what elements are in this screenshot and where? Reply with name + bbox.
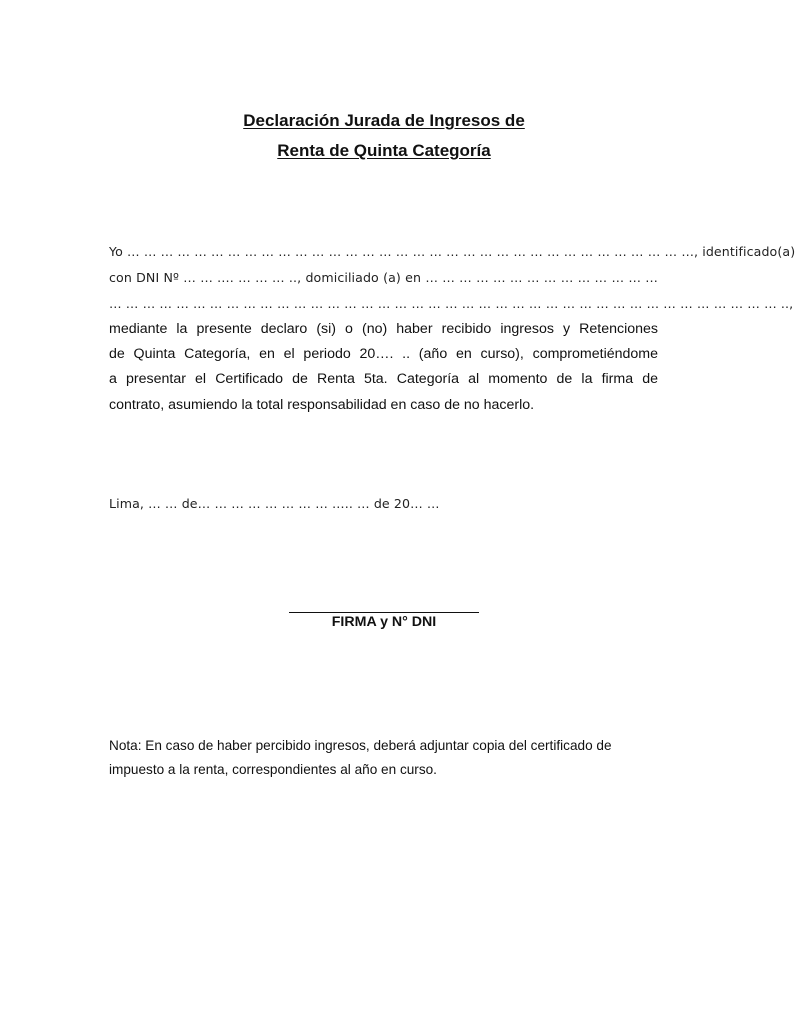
document-title-line-2: Renta de Quinta Categoría [277,141,491,160]
body-line-period: de Quinta Categoría, en el periodo 20…. .. (año en curso), comprometiéndome [109,346,658,362]
body-line-dni-address: con DNI Nº … … .… … … … .., domiciliado (a) en … … … … … … … … … … … … … … [109,270,658,285]
note-line-2: impuesto a la renta, correspondientes al año en curso. [109,762,437,777]
document-title-line-1: Declaración Jurada de Ingresos de [243,111,525,130]
note-line-1: Nota: En caso de haber percibido ingresos, deberá adjuntar copia del certificado de [109,738,612,753]
signature-line [289,612,479,613]
signature-label: FIRMA y N° DNI [331,614,437,630]
body-line-responsibility: contrato, asumiendo la total responsabilidad en caso de no hacerlo. [109,397,535,413]
body-line-certificate: a presentar el Certificado de Renta 5ta. Categoría al momento de la firma de [109,371,658,387]
place-date-line: Lima, … … de… … … … … … … … ….. … de 20… … [109,496,440,511]
body-line-name: Yo … … … … … … … … … … … … … … … … … … … … … … … … … … … … … … … … … …, identificado(a) [109,244,795,259]
body-line-declaration: mediante la presente declaro (si) o (no) haber recibido ingresos y Retenciones [109,321,658,337]
body-line-address-continued: … … … … … … … … … … … … … … … … … … … … … … … … … … … … … … … … … … … … … … … … .., [109,296,794,311]
